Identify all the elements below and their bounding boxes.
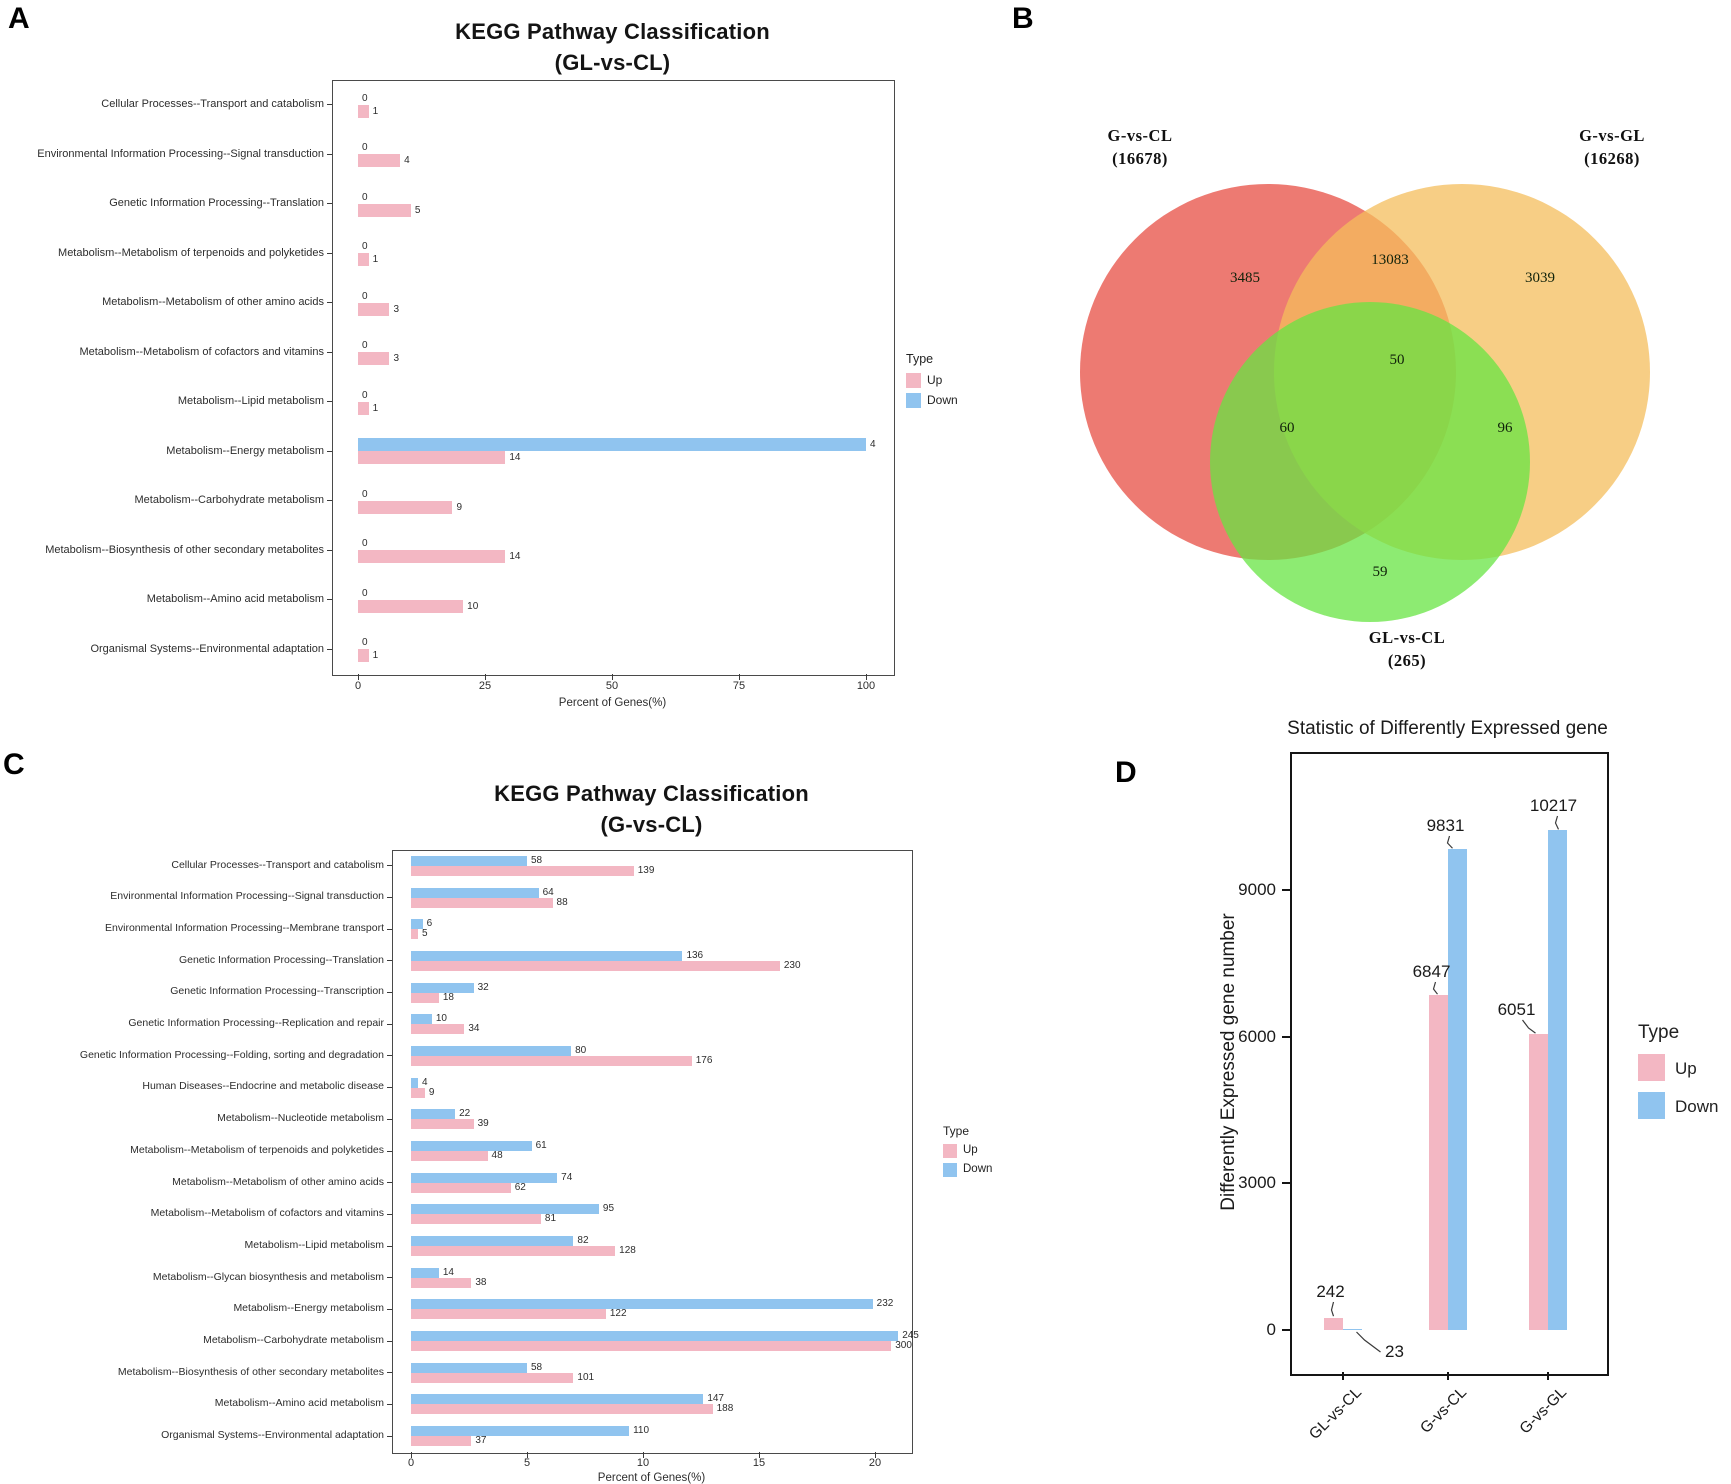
up-bar	[358, 649, 369, 662]
y-axis-tick	[387, 1182, 392, 1183]
y-axis-tick	[387, 1024, 392, 1025]
x-tick-label: 10	[636, 1457, 650, 1469]
up-bar	[358, 154, 400, 167]
category-label: Metabolism--Amino acid metabolism	[214, 1397, 384, 1410]
up-legend-label: Up	[1675, 1059, 1697, 1078]
up-bar-value: 39	[477, 1118, 489, 1130]
category-label: Genetic Information Processing--Replication and repair	[128, 1017, 384, 1030]
y-tick-label: 0	[1266, 1320, 1276, 1339]
panel-c-legend-row-down	[943, 1162, 1023, 1181]
down-bar	[1343, 1329, 1362, 1330]
down-bar	[411, 1363, 527, 1373]
panel-c-subtitle: (G-vs-CL)	[600, 812, 703, 837]
x-axis-tick	[1547, 1372, 1549, 1380]
up-bar	[411, 1024, 464, 1034]
panel-c-title-block	[392, 778, 911, 840]
category-label: Metabolism--Carbohydrate metabolism	[134, 494, 324, 507]
down-bar	[411, 1078, 418, 1088]
down-bar-value: 0	[362, 488, 368, 500]
down-bar-value: 4	[870, 439, 876, 451]
category-label: Metabolism--Carbohydrate metabolism	[203, 1333, 384, 1346]
venn-count-intersection-yellow-green: 96	[1497, 420, 1513, 436]
y-axis-tick	[327, 500, 332, 501]
category-label: Metabolism--Metabolism of other amino acids	[172, 1175, 384, 1188]
down-bar	[411, 1173, 557, 1183]
y-axis-tick	[387, 1214, 392, 1215]
y-axis-tick	[327, 649, 332, 650]
venn-set-size: (16678)	[1112, 149, 1168, 168]
category-label: Metabolism--Glycan biosynthesis and metabolism	[152, 1270, 384, 1283]
down-legend-swatch	[1638, 1092, 1665, 1119]
panel-a-legend	[906, 352, 986, 412]
panel-c-legend	[943, 1124, 1023, 1181]
category-label: Organismal Systems--Environmental adaptation	[161, 1429, 384, 1442]
up-bar	[411, 929, 418, 939]
y-axis-tick	[1282, 889, 1290, 891]
up-bar-value: 14	[509, 551, 521, 563]
up-bar-value: 9	[456, 501, 463, 513]
up-bar-value: 230	[783, 959, 801, 971]
up-bar	[411, 993, 439, 1003]
up-bar	[411, 866, 634, 876]
venn-count-all-three: 50	[1389, 352, 1405, 368]
up-bar-value: 5	[414, 204, 421, 216]
up-bar-value: 3	[393, 353, 400, 365]
up-bar-value: 128	[619, 1245, 636, 1257]
down-bar-value: 61	[535, 1140, 547, 1151]
y-axis-tick	[387, 960, 392, 961]
down-bar	[1548, 830, 1567, 1330]
down-bar	[411, 1141, 532, 1151]
x-tick-label: 100	[856, 680, 876, 692]
down-bar-value: 147	[707, 1393, 724, 1405]
y-axis-tick	[387, 929, 392, 930]
venn-set-label-g-vs-cl	[1055, 124, 1225, 170]
bar-value-annotation: 242	[1316, 1282, 1345, 1301]
panel-c-letter: C	[3, 748, 25, 781]
panel-d-legend-row-down	[1638, 1092, 1730, 1130]
down-bar	[358, 438, 866, 451]
panel-a-legend-title: Type	[906, 352, 934, 366]
up-bar	[411, 1404, 713, 1414]
down-bar-value: 4	[421, 1076, 428, 1088]
panel-c-x-axis-title: Percent of Genes(%)	[597, 1472, 706, 1484]
venn-set-name: GL-vs-CL	[1368, 628, 1446, 647]
up-bar-value: 300	[895, 1340, 912, 1352]
up-bar-value: 1	[372, 254, 379, 266]
down-bar-value: 64	[542, 886, 554, 898]
category-label: Cellular Processes--Transport and catabolism	[171, 858, 384, 871]
up-bar-value: 176	[695, 1054, 713, 1066]
up-bar	[358, 303, 389, 316]
down-bar-value: 245	[902, 1330, 919, 1342]
down-bar	[411, 1299, 873, 1309]
x-tick-label: G-vs-GL	[1516, 1384, 1571, 1438]
down-bar	[411, 919, 423, 929]
up-bar-value: 122	[609, 1308, 627, 1320]
venn-diagram	[1000, 100, 1731, 700]
x-tick-label: GL-vs-CL	[1306, 1384, 1366, 1443]
panel-c-legend-title: Type	[943, 1124, 970, 1138]
down-bar	[411, 1394, 703, 1404]
bar-value-annotation: 23	[1385, 1342, 1404, 1361]
x-tick-label: 75	[732, 680, 746, 692]
y-axis-tick	[327, 401, 332, 402]
category-label: Cellular Processes--Transport and catabolism	[101, 98, 324, 111]
up-bar-value: 139	[637, 864, 655, 876]
category-label: Genetic Information Processing--Translation	[109, 197, 324, 210]
down-bar-value: 0	[362, 92, 368, 104]
y-axis-tick	[387, 1119, 392, 1120]
up-legend-label: Up	[927, 373, 943, 387]
down-bar-value: 0	[362, 389, 368, 401]
down-legend-label: Down	[1675, 1097, 1719, 1116]
up-bar	[411, 1436, 471, 1446]
category-label: Metabolism--Biosynthesis of other secondary metabolites	[45, 543, 324, 556]
down-bar-value: 110	[633, 1425, 650, 1437]
up-bar-value: 1	[372, 650, 379, 662]
panel-c-title: KEGG Pathway Classification	[494, 781, 809, 806]
y-axis-tick	[387, 1087, 392, 1088]
up-bar-value: 81	[544, 1213, 557, 1225]
panel-a-x-axis-title: Percent of Genes(%)	[558, 697, 667, 709]
up-bar-value: 34	[468, 1023, 480, 1035]
up-bar-value: 48	[491, 1150, 503, 1161]
up-bar-value: 10	[467, 600, 479, 612]
category-label: Genetic Information Processing--Transcription	[170, 985, 384, 998]
venn-set-name: G-vs-GL	[1579, 126, 1645, 145]
up-bar-value: 101	[577, 1371, 595, 1383]
y-tick-label: 9000	[1238, 879, 1276, 899]
category-label: Genetic Information Processing--Folding, sorting and degradation	[79, 1048, 384, 1061]
down-bar-value: 22	[459, 1108, 471, 1120]
down-bar	[411, 1268, 439, 1278]
down-bar	[411, 1014, 432, 1024]
venn-set-size: (265)	[1387, 651, 1427, 670]
x-tick-label: 20	[868, 1457, 882, 1469]
panel-a-legend-row-up	[906, 372, 986, 392]
y-axis-tick	[387, 1436, 392, 1437]
down-bar	[411, 1204, 599, 1214]
bar-value-annotation: 9831	[1426, 816, 1465, 835]
panel-d-letter: D	[1115, 756, 1137, 789]
category-label: Organismal Systems--Environmental adaptation	[90, 642, 324, 655]
venn-count-intersection-red-green: 60	[1279, 420, 1295, 436]
up-bar	[411, 1341, 891, 1351]
down-bar-value: 95	[602, 1203, 615, 1215]
x-tick-label: 0	[407, 1457, 415, 1469]
category-label: Metabolism--Biosynthesis of other secondary metabolites	[117, 1365, 384, 1378]
category-label: Human Diseases--Endocrine and metabolic disease	[142, 1080, 384, 1093]
x-tick-label: 50	[605, 680, 619, 692]
category-label: Metabolism--Metabolism of terpenoids and polyketides	[130, 1143, 384, 1156]
up-bar	[358, 501, 452, 514]
category-label: Environmental Information Processing--Signal transduction	[37, 147, 324, 160]
x-tick-label: 5	[523, 1457, 531, 1469]
y-axis-tick	[387, 897, 392, 898]
down-legend-swatch	[943, 1163, 957, 1177]
down-bar	[411, 1426, 629, 1436]
up-bar	[358, 253, 369, 266]
up-bar	[358, 402, 369, 415]
down-bar	[411, 1236, 573, 1246]
y-axis-tick	[387, 1341, 392, 1342]
category-label: Metabolism--Lipid metabolism	[177, 395, 324, 408]
up-bar-value: 62	[514, 1181, 526, 1193]
down-bar	[411, 888, 539, 898]
down-bar-value: 232	[876, 1298, 894, 1310]
y-axis-tick	[387, 1277, 392, 1278]
down-bar-value: 58	[531, 1361, 543, 1373]
x-axis-tick	[1447, 1372, 1449, 1380]
up-bar	[1529, 1034, 1548, 1330]
y-axis-tick	[327, 104, 332, 105]
up-bar-value: 1	[372, 402, 379, 414]
down-bar-value: 0	[362, 637, 368, 649]
y-axis-tick	[387, 1151, 392, 1152]
down-bar-value: 14	[442, 1266, 454, 1278]
panel-d-title: Statistic of Differently Expressed gene	[1287, 718, 1608, 739]
y-axis-tick	[327, 352, 332, 353]
up-bar	[411, 1151, 488, 1161]
y-axis-tick	[387, 865, 392, 866]
up-bar	[358, 600, 463, 613]
down-legend-label: Down	[963, 1163, 993, 1175]
y-axis-tick	[387, 1055, 392, 1056]
up-bar-value: 37	[475, 1435, 487, 1447]
down-legend-swatch	[906, 393, 921, 408]
up-legend-label: Up	[963, 1144, 978, 1156]
down-bar-value: 0	[362, 191, 368, 203]
panel-d-y-axis-title: Differently Expressed gene number	[1218, 913, 1239, 1211]
up-bar	[411, 1278, 471, 1288]
up-bar-value: 5	[421, 928, 428, 940]
down-bar-value: 0	[362, 538, 368, 550]
down-bar-value: 6	[426, 918, 433, 930]
down-bar-value: 0	[362, 241, 368, 253]
category-label: Metabolism--Energy metabolism	[166, 444, 324, 457]
down-bar-value: 82	[577, 1235, 589, 1247]
up-legend-swatch	[943, 1144, 957, 1158]
y-axis-tick	[327, 451, 332, 452]
up-bar-value: 4	[404, 155, 410, 167]
up-bar-value: 18	[442, 991, 454, 1003]
down-bar	[411, 951, 682, 961]
y-tick-label: 3000	[1238, 1173, 1276, 1193]
down-bar	[411, 1331, 898, 1341]
up-bar	[411, 1309, 606, 1319]
down-bar-value: 32	[477, 981, 489, 993]
y-axis-tick	[387, 1246, 392, 1247]
up-bar	[411, 898, 553, 908]
category-label: Metabolism--Amino acid metabolism	[146, 593, 324, 606]
up-bar	[411, 961, 780, 971]
panel-a-title-block	[332, 16, 893, 78]
down-bar	[411, 856, 527, 866]
venn-count-g-vs-gl-only: 3039	[1525, 270, 1555, 286]
panel-c-legend-row-up	[943, 1143, 1023, 1162]
y-axis-tick	[327, 302, 332, 303]
y-axis-tick	[327, 253, 332, 254]
bar-value-annotation: 6847	[1412, 962, 1451, 981]
venn-count-g-vs-cl-only: 3485	[1230, 270, 1260, 286]
panel-a-plot-area	[332, 80, 895, 676]
panel-d-legend	[1638, 1022, 1730, 1130]
up-bar	[411, 1373, 573, 1383]
venn-set-label-gl-vs-cl	[1322, 626, 1492, 672]
y-axis-tick	[1282, 1329, 1290, 1331]
category-label: Genetic Information Processing--Translation	[178, 953, 384, 966]
up-bar	[411, 1183, 511, 1193]
down-bar-value: 74	[561, 1171, 573, 1183]
category-label: Metabolism--Nucleotide metabolism	[217, 1112, 384, 1125]
panel-d-legend-row-up	[1638, 1054, 1730, 1092]
up-bar-value: 188	[716, 1403, 734, 1415]
up-bar-value: 9	[428, 1086, 435, 1098]
bar-value-annotation: 10217	[1529, 796, 1578, 815]
category-label: Environmental Information Processing--Membrane transport	[105, 922, 384, 935]
y-axis-tick	[327, 154, 332, 155]
up-bar	[358, 352, 389, 365]
down-bar-value: 0	[362, 340, 368, 352]
down-bar-value: 58	[531, 854, 543, 866]
y-axis-tick	[387, 1404, 392, 1405]
category-label: Metabolism--Energy metabolism	[233, 1302, 384, 1315]
up-bar-value: 14	[509, 452, 521, 464]
down-bar	[411, 1109, 455, 1119]
down-legend-label: Down	[927, 393, 958, 407]
up-bar	[411, 1088, 425, 1098]
venn-set-label-g-vs-gl	[1527, 124, 1697, 170]
y-axis-tick	[1282, 1036, 1290, 1038]
up-bar-value: 3	[393, 303, 400, 315]
down-bar-value: 0	[362, 142, 368, 154]
down-bar-value: 80	[575, 1044, 587, 1056]
up-bar	[411, 1246, 615, 1256]
y-axis-tick	[387, 992, 392, 993]
up-bar-value: 38	[475, 1276, 487, 1288]
up-bar	[1324, 1318, 1343, 1330]
y-axis-tick	[387, 1309, 392, 1310]
y-axis-tick	[1282, 1182, 1290, 1184]
x-tick-label: 25	[478, 680, 492, 692]
category-label: Metabolism--Metabolism of cofactors and vitamins	[150, 1207, 384, 1220]
y-axis-tick	[327, 203, 332, 204]
y-axis-tick	[327, 599, 332, 600]
up-bar	[358, 550, 505, 563]
panel-a-title: KEGG Pathway Classification	[455, 19, 770, 44]
down-bar	[411, 1046, 571, 1056]
down-bar-value: 10	[435, 1013, 447, 1025]
up-bar	[411, 1214, 541, 1224]
category-label: Metabolism--Metabolism of cofactors and vitamins	[79, 345, 324, 358]
up-bar	[358, 105, 369, 118]
up-legend-swatch	[906, 373, 921, 388]
down-bar-value: 136	[686, 949, 704, 961]
venn-set-name: G-vs-CL	[1107, 126, 1173, 145]
category-label: Environmental Information Processing--Signal transduction	[110, 890, 384, 903]
up-bar-value: 88	[556, 896, 568, 908]
category-label: Metabolism--Metabolism of other amino acids	[102, 296, 324, 309]
panel-d-legend-title: Type	[1638, 1022, 1680, 1043]
y-axis-tick	[387, 1372, 392, 1373]
y-tick-label: 6000	[1238, 1026, 1276, 1046]
down-bar	[1448, 849, 1467, 1330]
down-bar-value: 0	[362, 587, 368, 599]
x-axis-tick	[1342, 1372, 1344, 1380]
up-bar	[411, 1056, 692, 1066]
down-bar-value: 0	[362, 290, 368, 302]
x-tick-label: 15	[752, 1457, 766, 1469]
panel-b-letter: B	[1012, 2, 1034, 35]
y-axis-tick	[327, 550, 332, 551]
panel-a-letter: A	[8, 2, 30, 35]
panel-a-subtitle: (GL-vs-CL)	[554, 50, 671, 75]
bar-value-annotation: 6051	[1497, 1000, 1536, 1019]
venn-count-gl-vs-cl-only: 59	[1372, 564, 1388, 580]
x-tick-label: 0	[354, 680, 362, 692]
up-bar	[358, 451, 505, 464]
up-bar	[358, 204, 411, 217]
venn-set-size: (16268)	[1584, 149, 1640, 168]
panel-a-legend-row-down	[906, 392, 986, 412]
up-legend-swatch	[1638, 1054, 1665, 1081]
category-label: Metabolism--Metabolism of terpenoids and polyketides	[58, 246, 324, 259]
up-bar-value: 1	[372, 105, 379, 117]
x-tick-label: G-vs-CL	[1417, 1384, 1471, 1437]
up-bar	[411, 1119, 474, 1129]
category-label: Metabolism--Lipid metabolism	[244, 1238, 384, 1251]
venn-count-intersection-red-yellow: 13083	[1371, 252, 1409, 268]
up-bar	[1429, 995, 1448, 1330]
